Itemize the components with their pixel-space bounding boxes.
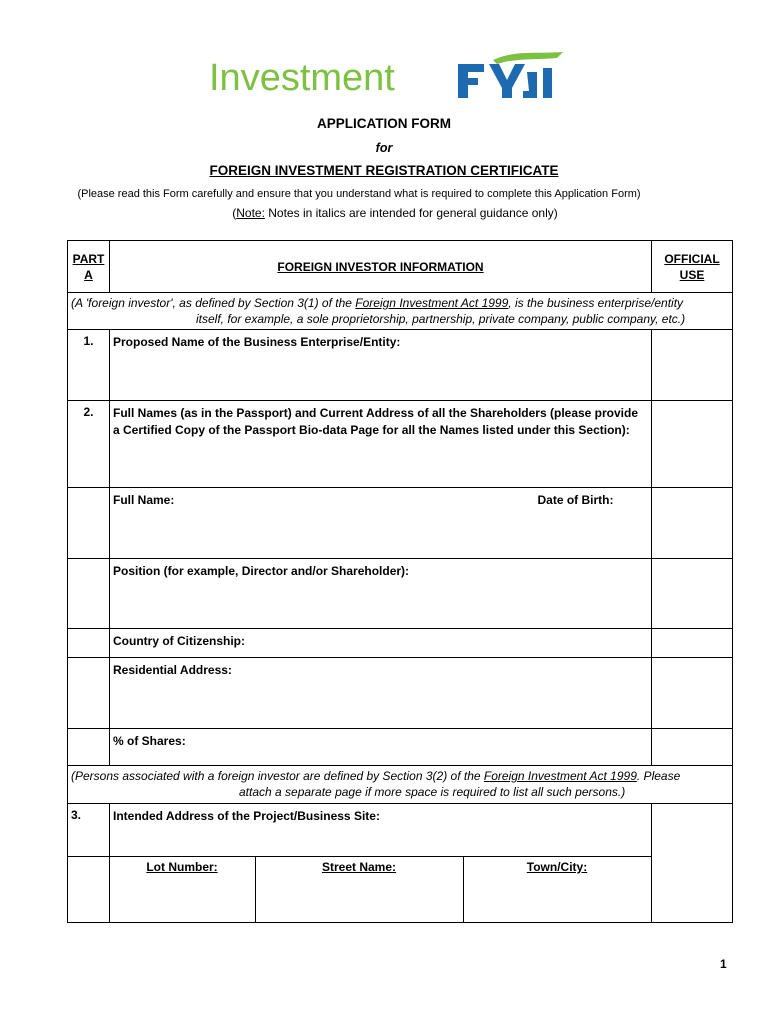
street-name-field[interactable] bbox=[256, 857, 464, 923]
investment-fiji-logo bbox=[205, 50, 575, 106]
town-city-field[interactable] bbox=[464, 857, 652, 923]
official-use-header: OFFICIAL USE bbox=[652, 241, 733, 293]
row-number-3: 3. bbox=[68, 804, 110, 857]
full-name-label: Full Name: bbox=[113, 493, 175, 507]
lot-number-label: Lot Number: bbox=[146, 860, 218, 874]
row-number-2: 2. bbox=[68, 401, 110, 488]
blank-number-cell bbox=[68, 488, 110, 559]
citizenship-label: Country of Citizenship: bbox=[113, 634, 245, 648]
form-title-for: for bbox=[375, 141, 393, 155]
blank-number-cell bbox=[68, 857, 110, 923]
part-a-cell: PART A bbox=[68, 241, 110, 293]
street-name-label: Street Name: bbox=[321, 860, 397, 874]
foreign-investor-definition-note: (A 'foreign investor', as defined by Section 3(1) of the Foreign Investment Act 1999, is the business enterprise/entity itself, for example, a sole proprietorship, partnership, private company, public company, etc.) bbox=[68, 293, 733, 330]
official-use-cell bbox=[652, 804, 733, 923]
residential-address-label: Residential Address: bbox=[113, 663, 232, 677]
business-name-field[interactable] bbox=[110, 330, 652, 401]
blank-number-cell bbox=[68, 729, 110, 766]
full-name-field[interactable] bbox=[110, 488, 652, 559]
official-use-cell bbox=[652, 559, 733, 629]
logo-wordmark: Investment bbox=[209, 57, 395, 99]
business-name-label: Proposed Name of the Business Enterprise/Entity: bbox=[113, 335, 401, 349]
guidance-note: (Note: Notes in italics are intended for general guidance only) bbox=[232, 206, 558, 220]
form-title: APPLICATION FORM bbox=[317, 116, 451, 131]
lot-number-field[interactable] bbox=[110, 857, 256, 923]
blank-number-cell bbox=[68, 559, 110, 629]
shares-field[interactable] bbox=[110, 729, 652, 766]
foreign-investor-table bbox=[67, 240, 733, 923]
instruction-text: (Please read this Form carefully and ensure that you understand what is required to complete this Application Form) bbox=[77, 188, 641, 200]
page-number: 1 bbox=[720, 957, 727, 971]
shares-label: % of Shares: bbox=[113, 734, 186, 748]
form-subtitle: FOREIGN INVESTMENT REGISTRATION CERTIFICATE bbox=[209, 163, 559, 178]
official-use-cell bbox=[652, 330, 733, 401]
residential-address-field[interactable] bbox=[110, 658, 652, 729]
position-label: Position (for example, Director and/or Shareholder): bbox=[113, 564, 410, 578]
town-city-label: Town/City: bbox=[526, 860, 588, 874]
date-of-birth-label: Date of Birth: bbox=[537, 493, 614, 507]
official-use-cell bbox=[652, 729, 733, 766]
project-address-label: Intended Address of the Project/Business Site: bbox=[110, 804, 652, 857]
blank-number-cell bbox=[68, 658, 110, 729]
associated-persons-note: (Persons associated with a foreign investor are defined by Section 3(2) of the Foreign Investment Act 1999. Please attach a separate page if more space is required to list all such persons.) bbox=[68, 766, 733, 804]
official-use-cell bbox=[652, 488, 733, 559]
fyji-logo-mark bbox=[458, 52, 563, 98]
shareholders-label: Full Names (as in the Passport) and Current Address of all the Shareholders (please provide a Certified Copy of the Passport Bio-data Page for all the Names listed under this Section): bbox=[110, 401, 652, 488]
official-use-cell bbox=[652, 629, 733, 658]
citizenship-field[interactable] bbox=[110, 629, 652, 658]
official-use-cell bbox=[652, 658, 733, 729]
section-title: FOREIGN INVESTOR INFORMATION bbox=[110, 241, 652, 293]
position-field[interactable] bbox=[110, 559, 652, 629]
row-number-1: 1. bbox=[68, 330, 110, 401]
blank-number-cell bbox=[68, 629, 110, 658]
official-use-cell bbox=[652, 401, 733, 488]
note-label: Note: bbox=[236, 206, 265, 220]
